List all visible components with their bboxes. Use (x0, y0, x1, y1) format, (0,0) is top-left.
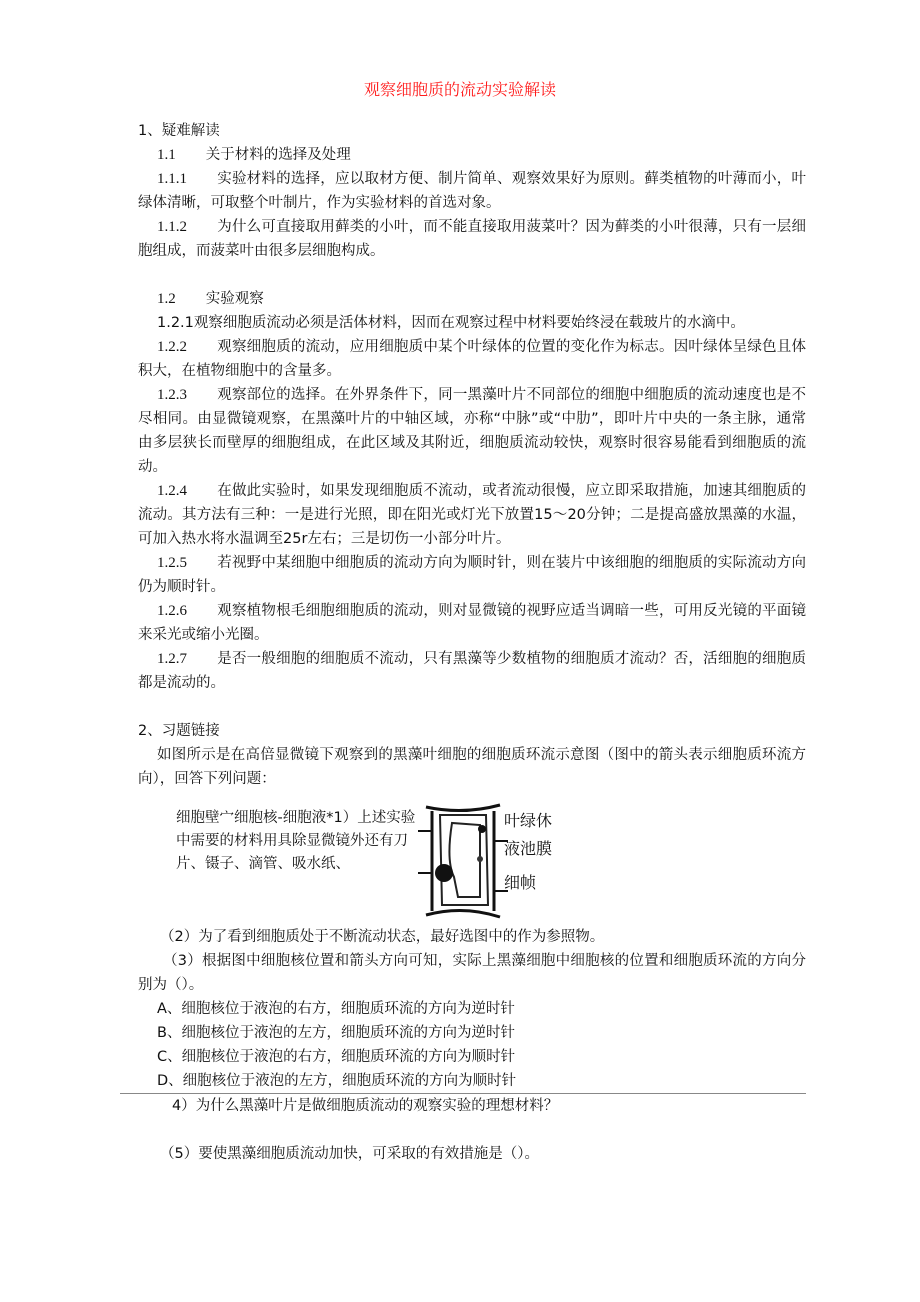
section-2-heading: 2、习题链接 (138, 723, 220, 739)
paragraph-1-2-5 (138, 551, 806, 599)
number: 1.2.6 (157, 603, 187, 619)
figure-label-cell: 细帧 (504, 873, 537, 892)
figure-caption-text: 细胞壁宀细胞核-细胞液*1）上述实验中需要的材料用具除显微镜外还有刀片、镊子、滴管、吸水纸、 (176, 810, 416, 872)
number: 1.2.3 (157, 387, 187, 403)
nucleus (435, 864, 453, 882)
number: 1.2.4 (157, 483, 187, 499)
heading-text: 关于材料的选择及处理 (205, 147, 351, 163)
question-4: 4）为什么黑藻叶片是做细胞质流动的观察实验的理想材料？ (172, 1098, 559, 1114)
option-c: C、细胞核位于液泡的右方，细胞质环流的方向为顺时针 (157, 1049, 516, 1065)
heading-text: 实验观察 (205, 291, 264, 307)
number: 1.1 (157, 147, 176, 163)
figure-label-chloroplast: 叶绿休 (504, 811, 553, 830)
number: 1.2.7 (157, 651, 187, 667)
paragraph-text: 观察部位的选择。在外界条件下，同一黑藻叶片不同部位的细胞中细胞质的流动速度也是不尽相同。由显微镜观察，在黑藻叶片的中轴区域，亦称“中脉”或“中肋”，即叶片中央的一条主脉，通常由多层狭长而壁厚的细胞组成，在此区域及其附近，细胞质流动较快，观察时很容易能看到细胞质的流动。 (138, 387, 806, 475)
document-body (138, 119, 806, 1166)
number: 1.2.2 (157, 339, 187, 355)
option-a: A、细胞核位于液泡的右方，细胞质环流的方向为逆时针 (157, 1001, 515, 1017)
option-b: B、细胞核位于液泡的左方，细胞质环流的方向为逆时针 (157, 1025, 515, 1041)
subsection-1-2 (138, 287, 806, 311)
question-3: （3）根据图中细胞核位置和箭头方向可知，实际上黑藻细胞中细胞核的位置和细胞质环流的方向分别为（）。 (138, 953, 806, 993)
question-5: （5）要使黑藻细胞质流动加快，可采取的有效措施是（）。 (160, 1146, 539, 1162)
paragraph-1-2-6 (138, 599, 806, 647)
paragraph-text: 观察细胞质的流动，应用细胞质中某个叶绿体的位置的变化作为标志。因叶绿体呈绿色且体积大，在植物细胞中的含量多。 (138, 339, 806, 379)
paragraph-text: 实验材料的选择，应以取材方便、制片简单、观察效果好为原则。藓类植物的叶薄而小，叶绿体清晰，可取整个叶制片，作为实验材料的首选对象。 (138, 171, 806, 211)
number: 1.2 (157, 291, 176, 307)
cell-illustration (418, 801, 508, 919)
question-2: （2）为了看到细胞质处于不断流动状态，最好选图中的作为参照物。 (160, 929, 605, 945)
paragraph-1-2-7 (138, 647, 806, 695)
page-title: 观察细胞质的流动实验解读 (363, 80, 556, 99)
paragraph-text: 为什么可直接取用藓类的小叶，而不能直接取用菠菜叶？因为藓类的小叶很薄，只有一层细胞组成，而菠菜叶由很多层细胞构成。 (138, 219, 806, 259)
exercise-intro: 如图所示是在高倍显微镜下观察到的黑藻叶细胞的细胞质环流示意图（图中的箭头表示细胞质环流方向），回答下列问题： (138, 747, 806, 787)
paragraph-text: 是否一般细胞的细胞质不流动，只有黑藻等少数植物的细胞质才流动？否，活细胞的细胞质都是流动的。 (138, 651, 806, 691)
cell-diagram (418, 801, 588, 919)
figure-row (176, 801, 806, 919)
option-d: D、细胞核位于液泡的左方，细胞质环流的方向为顺时针 (157, 1073, 517, 1089)
paragraph-text: 观察植物根毛细胞细胞质的流动，则对显微镜的视野应适当调暗一些，可用反光镜的平面镜来采光或缩小光圈。 (138, 603, 806, 643)
paragraph-text: 在做此实验时，如果发现细胞质不流动，或者流动很慢，应立即采取措施，加速其细胞质的流动。其方法有三种：一是进行光照，即在阳光或灯光下放置15～20分钟；二是提高盛放黑藻的水温，可加入热水将水温调至25r左右；三是切伤一小部分叶片。 (138, 483, 806, 547)
subsection-1-1 (138, 143, 806, 167)
section-1-heading: 1、疑难解读 (138, 123, 220, 139)
number: 1.2.5 (157, 555, 187, 571)
paragraph-1-2-4 (138, 479, 806, 551)
paragraph-1-2-3 (138, 383, 806, 479)
number: 1.1.1 (157, 171, 187, 187)
number: 1.1.2 (157, 219, 187, 235)
paragraph-1-1-1 (138, 167, 806, 215)
paragraph-1-2-1: 1.2.1观察细胞质流动必须是活体材料，因而在观察过程中材料要始终浸在载玻片的水滴中。 (157, 315, 745, 331)
figure-label-vacuole-membrane: 液池膜 (504, 839, 553, 858)
paragraph-1-2-2 (138, 335, 806, 383)
paragraph-1-1-2 (138, 215, 806, 263)
paragraph-text: 若视野中某细胞中细胞质的流动方向为顺时针，则在装片中该细胞的细胞质的实际流动方向仍为顺时针。 (138, 555, 806, 595)
